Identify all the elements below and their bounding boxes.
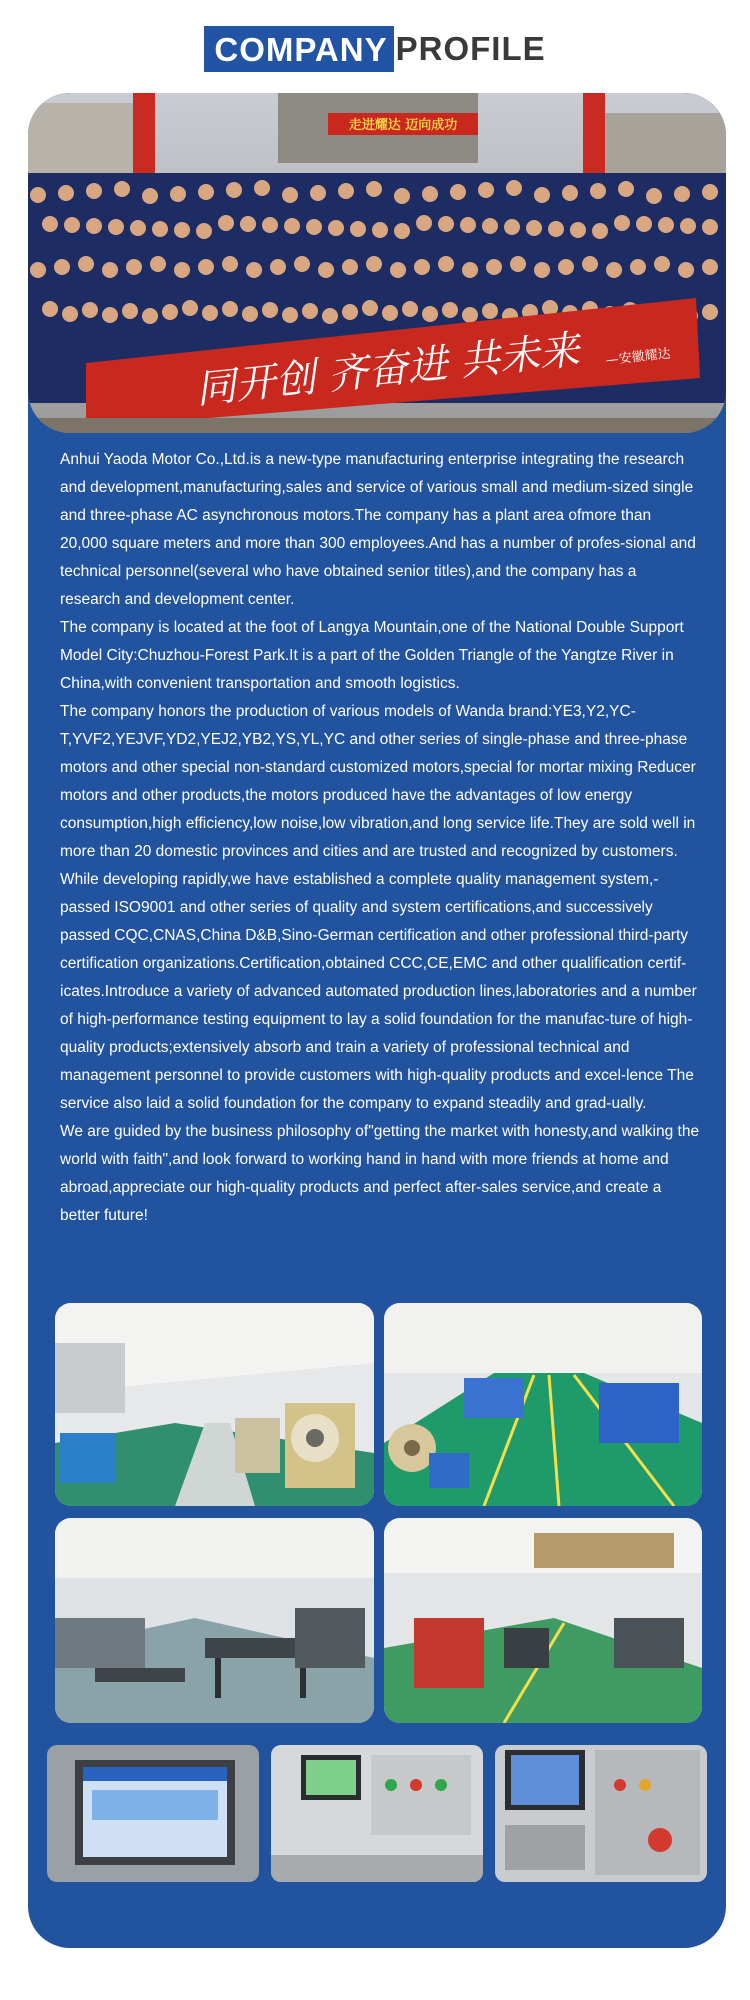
test-screen-photo: [47, 1745, 259, 1882]
test-console-photo: [271, 1745, 483, 1882]
paragraph-philosophy: We are guided by the business philosophy of"getting the market with honesty,and walking the world with faith",and look forward to working hand in hand with more friends at home and abroad,appreciate our high-quality products and perfect after-sales service,and create a better future!: [60, 1123, 700, 1224]
page-title: [0, 26, 750, 72]
workshop-machines-photo: [384, 1518, 702, 1723]
banner-slogan: 同开创 齐奋进 共未来: [193, 326, 582, 414]
workshop-press-photo: [55, 1303, 374, 1506]
profile-panel: [28, 93, 726, 1948]
workshop-aisle-photo: [384, 1303, 702, 1506]
team-group-photo: [28, 93, 726, 433]
banner-signature: —安徽耀达: [605, 346, 672, 369]
title-rest: PROFILE: [395, 30, 546, 67]
paragraph-quality: While developing rapidly,we have established a complete quality management system,-passed ISO9001 and other series of quality and system certifications,and successively passed CQC,CNAS,China D&B,Sino-German certification and other professional third-party certification organizations.Certification,obtained CCC,CE,EMC and other qualification certif-icates.Introduce a variety of advanced automated production lines,laboratories and a number of high-performance testing equipment to lay a solid foundation for the manufac-ture of high-quality products;extensively absorb and train a variety of professional technical and management personnel to provide customers with high-quality products and excel-lence The service also laid a solid foundation for the company to expand steadily and grad-ually.: [60, 871, 697, 1112]
test-cabinet-photo: [495, 1745, 707, 1882]
company-description: [60, 446, 700, 1230]
workshop-benches-photo: [55, 1518, 374, 1723]
paragraph-products: The company honors the production of various models of Wanda brand:YE3,Y2,YC-T,YVF2,YEJVF,YD2,YEJ2,YB2,YS,YL,YC and other series of single-phase and three-phase motors and other special non-standard customized motors,special for mortar mixing Reducer motors and other products,the motors produced have the advantages of low energy consumption,high efficiency,low noise,low vibration,and long service life.They are sold well in more than 20 domestic provinces and cities and are trusted and recognized by customers.: [60, 703, 696, 860]
title-highlight: COMPANY: [204, 26, 393, 72]
paragraph-location: The company is located at the foot of Langya Mountain,one of the National Double Support Model City:Chuzhou-Forest Park.It is a part of the Golden Triangle of the Yangtze River in China,with convenient transportation and smooth logistics.: [60, 619, 684, 692]
top-banner-text: 走进耀达 迈向成功: [348, 118, 458, 133]
paragraph-intro: Anhui Yaoda Motor Co.,Ltd.is a new-type manufacturing enterprise integrating the research and development,manufacturing,sales and service of various small and medium-sized single and three-phase AC asynchronous motors.The company has a plant area ofmore than 20,000 square meters and more than 300 employees.And has a number of profes-sional and technical personnel(several who have obtained senior titles),and the company has a research and development center.: [60, 451, 696, 608]
